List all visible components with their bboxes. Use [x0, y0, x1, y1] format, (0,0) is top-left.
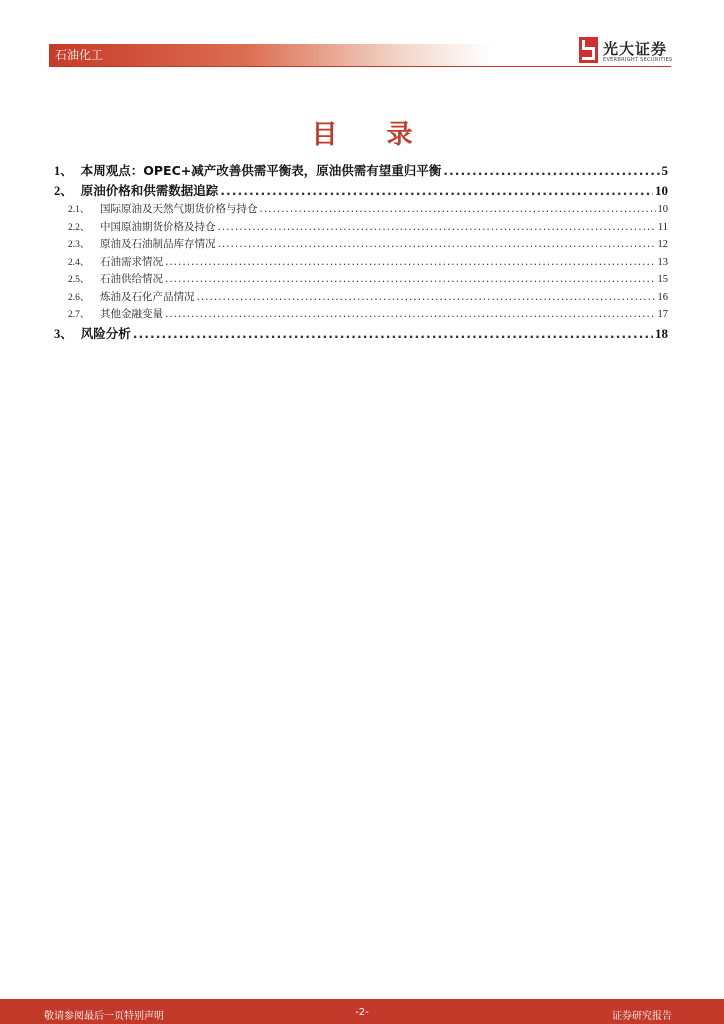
toc-entry[interactable] — [54, 236, 668, 254]
toc-entry[interactable] — [54, 254, 668, 272]
toc-entry-number: 2.3、 — [68, 240, 90, 250]
toc-entry-page: 16 — [657, 291, 668, 303]
footer-report-type: 证券研究报告 — [612, 1011, 672, 1022]
toc-entry[interactable] — [54, 324, 668, 344]
table-of-contents — [54, 161, 668, 344]
toc-entry[interactable] — [54, 271, 668, 289]
toc-entry[interactable] — [54, 306, 668, 324]
footer-disclaimer: 敬请参阅最后一页特别声明 — [44, 1011, 164, 1022]
logo-mark-icon — [579, 37, 598, 63]
toc-leader-dots — [218, 238, 656, 250]
toc-entry-number: 2.1、 — [68, 205, 90, 215]
footer-band — [0, 999, 724, 1024]
toc-entry-title: 原油价格和供需数据追踪 — [80, 183, 219, 198]
toc-entry-page: 13 — [657, 256, 668, 268]
toc-entry[interactable] — [54, 219, 668, 237]
toc-entry-title: 石油供给情况 — [100, 273, 163, 285]
toc-entry-title: 炼油及石化产品情况 — [100, 290, 195, 303]
toc-entry-page: 10 — [655, 183, 668, 198]
toc-entry-number: 1、 — [54, 164, 73, 178]
toc-leader-dots — [165, 308, 656, 320]
toc-entry-number: 2.4、 — [68, 257, 90, 268]
toc-entry-title: 中国原油期货价格及持仓 — [100, 220, 216, 233]
toc-entry-number: 2.2、 — [68, 222, 90, 233]
toc-leader-dots — [133, 326, 653, 341]
toc-leader-dots — [218, 221, 656, 233]
toc-leader-dots — [197, 291, 656, 303]
page-number: -2- — [355, 1007, 369, 1018]
toc-entry-title: 石油需求情况 — [100, 255, 163, 268]
toc-leader-dots — [165, 256, 656, 268]
page-title: 目 录 — [311, 120, 433, 150]
toc-entry[interactable] — [54, 161, 668, 181]
toc-entry-page: 11 — [657, 221, 668, 233]
logo-chinese-text: 光大证券 — [603, 40, 668, 58]
toc-entry-number: 2.6、 — [68, 292, 90, 303]
toc-entry[interactable] — [54, 201, 668, 219]
toc-entry-number: 2.7、 — [68, 310, 90, 320]
header-rule — [49, 66, 671, 67]
toc-leader-dots — [220, 183, 653, 198]
toc-entry-title: 风险分析 — [80, 325, 131, 341]
toc-entry-number: 3、 — [54, 326, 73, 341]
toc-entry-page: 5 — [661, 163, 668, 178]
toc-entry-number: 2、 — [54, 184, 73, 198]
toc-entry-title: 其他金融变量 — [100, 308, 163, 320]
toc-entry-page: 18 — [655, 325, 668, 341]
toc-entry[interactable] — [54, 289, 668, 307]
toc-entry-page: 17 — [657, 309, 668, 320]
toc-leader-dots — [260, 203, 656, 215]
toc-leader-dots — [443, 163, 659, 178]
toc-entry-page: 10 — [657, 204, 668, 215]
section-label: 石油化工 — [55, 48, 104, 62]
header-band — [49, 44, 490, 66]
company-logo — [579, 37, 679, 67]
toc-entry-title: 原油及石油制品库存情况 — [100, 238, 216, 250]
toc-entry-page: 15 — [657, 274, 668, 285]
toc-leader-dots — [165, 273, 656, 285]
logo-english-text: EVERBRIGHT SECURITIES — [603, 57, 673, 63]
toc-entry-title: 国际原油及天然气期货价格与持仓 — [100, 203, 258, 215]
toc-entry-page: 12 — [657, 239, 668, 250]
toc-entry-title: 本周观点：OPEC+减产改善供需平衡表，原油供需有望重归平衡 — [80, 163, 442, 178]
toc-entry-number: 2.5、 — [68, 275, 90, 285]
toc-entry[interactable] — [54, 181, 668, 201]
